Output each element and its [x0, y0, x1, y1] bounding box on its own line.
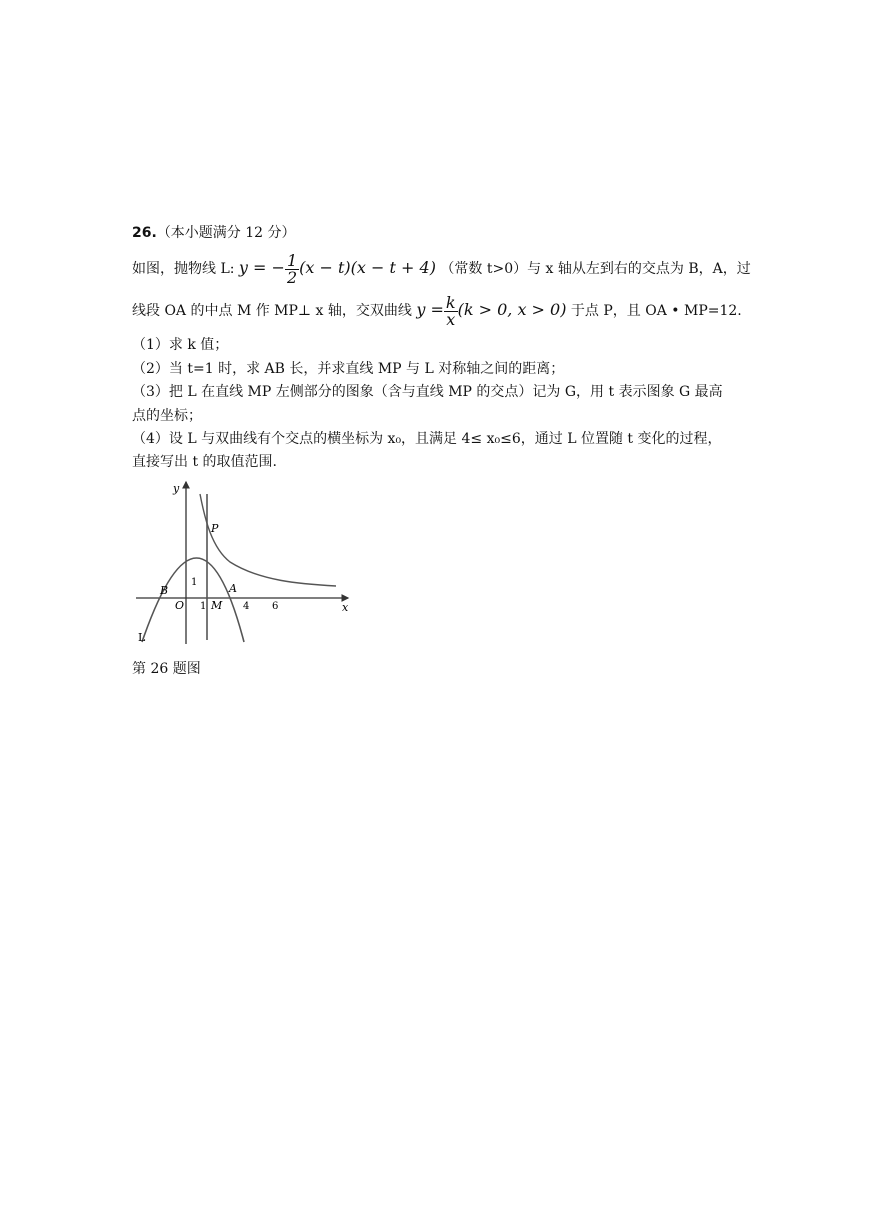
problem-number-line [132, 222, 296, 242]
label-B: B [160, 584, 169, 597]
problem-figure [130, 478, 360, 650]
label-P: P [211, 522, 219, 535]
label-O: O [175, 599, 185, 612]
equation-rest: (x − t)(x − t + 4) [299, 258, 436, 277]
label-6: 6 [272, 601, 279, 612]
hyperbola-denominator: x [446, 309, 456, 329]
hyperbola-condition: (k > 0, x > 0) [457, 300, 567, 319]
label-M: M [211, 599, 223, 612]
hyperbola-numerator: k [445, 292, 456, 312]
question-4b: 直接写出 t 的取值范围. [132, 454, 277, 470]
label-1-y: 1 [191, 577, 198, 588]
figure-caption: 第 26 题图 [132, 661, 201, 677]
label-A: A [229, 582, 237, 595]
label-L: L [138, 631, 146, 644]
label-1-x: 1 [200, 601, 207, 612]
hyperbola-line [132, 288, 742, 333]
hyperbola [200, 494, 336, 586]
hyperbola-fraction [444, 292, 458, 329]
question-3a: （3）把 L 在直线 MP 左侧部分的图象（含与直线 MP 的交点）记为 G，用 t 表示图象 G 最高 [132, 384, 723, 400]
hyperbola-y: y = [416, 300, 444, 319]
equation-y: y = − [238, 258, 285, 277]
equation-fraction [285, 250, 299, 287]
label-y: y [173, 482, 180, 495]
problem-header: （本小题满分 12 分） [156, 225, 296, 241]
line2-post: 于点 P，且 OA • MP=12. [570, 303, 742, 319]
line2-pre: 线段 OA 的中点 M 作 MP⊥ x 轴，交双曲线 [132, 303, 412, 319]
intro-pre: 如图，抛物线 L: [132, 261, 235, 277]
label-4: 4 [243, 601, 250, 612]
problem-number: 26. [132, 225, 157, 241]
question-3b: 点的坐标； [132, 408, 202, 424]
fraction-numerator: 1 [286, 250, 298, 270]
question-4a: （4）设 L 与双曲线有个交点的横坐标为 x₀，且满足 4≤ x₀≤6，通过 L 位置随 t 变化的过程， [132, 431, 722, 447]
intro-line [132, 246, 751, 291]
label-x: x [342, 601, 349, 614]
question-1: （1）求 k 值； [132, 337, 229, 353]
fraction-denominator: 2 [286, 267, 298, 287]
question-2: （2）当 t=1 时，求 AB 长，并求直线 MP 与 L 对称轴之间的距离； [132, 361, 565, 377]
parabola-L [142, 558, 244, 642]
intro-post: （常数 t>0）与 x 轴从左到右的交点为 B，A，过 [440, 261, 751, 277]
